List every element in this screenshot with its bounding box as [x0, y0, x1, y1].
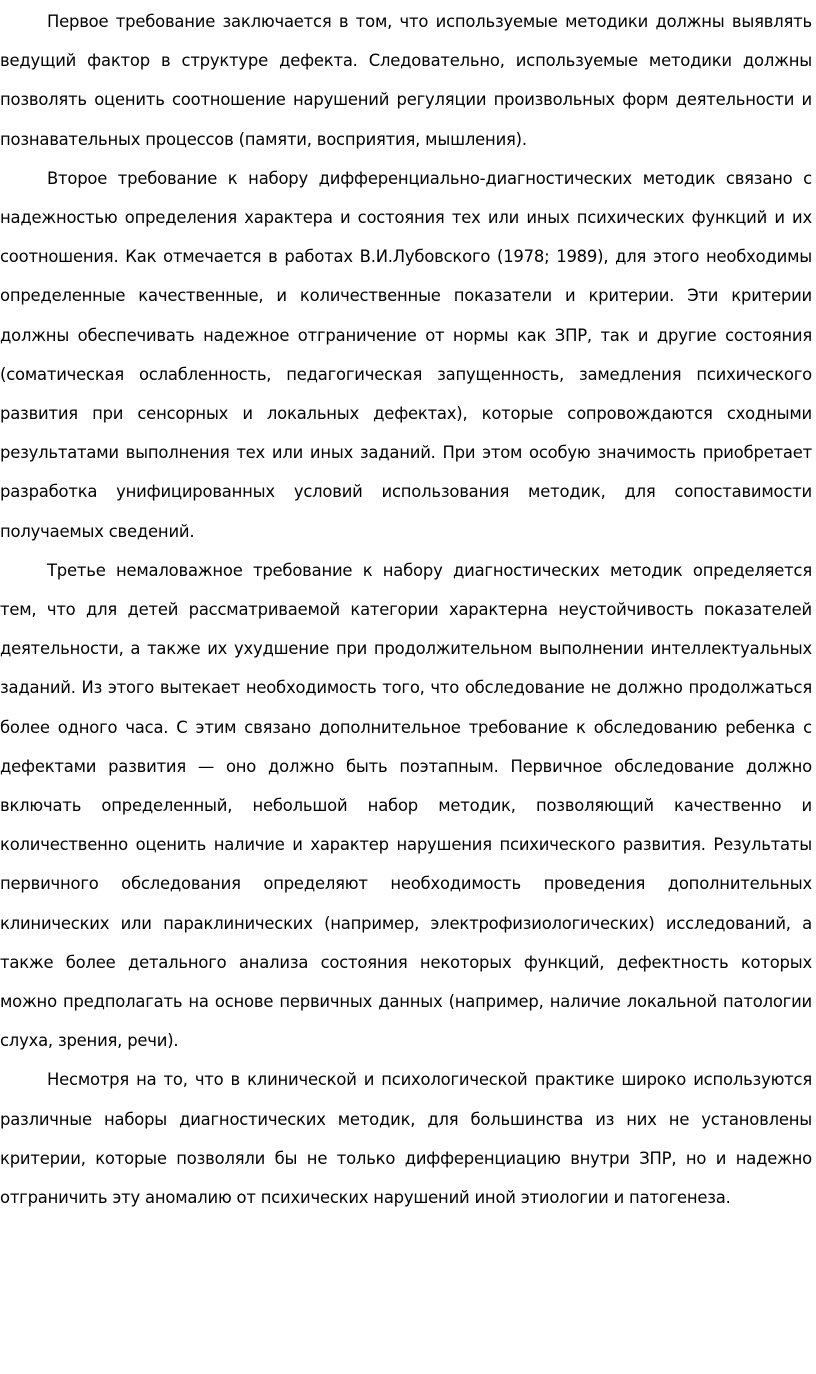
- paragraph-1: Первое требование заключается в том, что используемые методики должны выявлять ведущий фактор в структуре дефекта. Следовательно, используемые методики должны позволять оценить соотношение нарушений регуляции произвольных форм деятельности и познавательных процессов (памяти, восприятия, мышления).: [0, 12, 812, 149]
- paragraph-4: Несмотря на то, что в клинической и психологической практике широко используются различные наборы диагностических методик, для большинства из них не установлены критерии, которые позволяли бы не только дифференциацию внутри ЗПР, но и надежно отграничить эту аномалию от психических нарушений иной этиологии и патогенеза.: [0, 1070, 812, 1208]
- paragraph-3: Третье немаловажное требование к набору диагностических методик определяется тем, что для детей рассматриваемой категории характерна неустойчивость показателей деятельности, а также их ухудшение при продолжительном выполнении интеллектуальных заданий. Из этого вытекает необходимость того, что обследование не должно продолжаться более одного часа. С этим связано дополнительное требование к обследованию ребенка с дефектами развития — оно должно быть поэтапным. Первичное обследование должно включать определенный, небольшой набор методик, позволяющий качественно и количественно оценить наличие и характер нарушения психического развития. Результаты первичного обследования определяют необходимость проведения дополнительных клинических или параклинических (например, электрофизиологических) исследований, а также более детального анализа состояния некоторых функций, дефектность которых можно предполагать на основе первичных данных (например, наличие локальной патологии слуха, зрения, речи).: [0, 560, 812, 1051]
- paragraph-2: Второе требование к набору дифференциально-диагностических методик связано с надежностью определения характера и состояния тех или иных психических функций и их соотношения. Как отмечается в работах В.И.Лубовского (1978; 1989), для этого необходимы определенные качественные, и количественные показатели и критерии. Эти критерии должны обеспечивать надежное отграничение от нормы как ЗПР, так и другие состояния (соматическая ослабленность, педагогическая запущенность, замедления психического развития при сенсорных и локальных дефектах), которые сопровождаются сходными результатами выполнения тех или иных заданий. При этом особую значимость приобретает разработка унифицированных условий использования методик, для сопоставимости получаемых сведений.: [0, 168, 812, 541]
